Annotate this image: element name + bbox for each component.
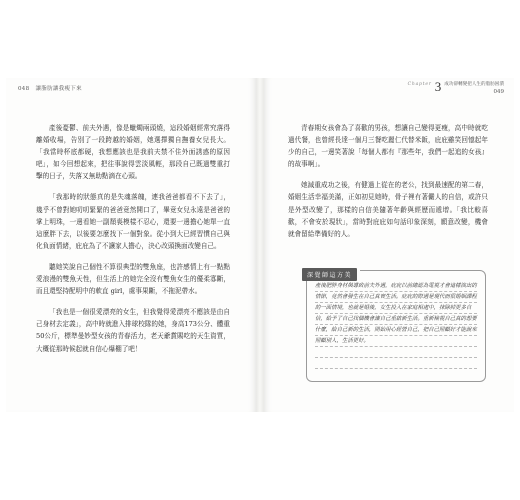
left-running-title: 讓脂肪讓我瘦下來 — [35, 86, 82, 92]
callout-rule — [315, 357, 477, 358]
chapter-label: Chapter — [407, 82, 432, 87]
left-page-header — [18, 84, 82, 92]
left-paragraph-2: 「我那時的狀態真的是失魂落魄，連我爸爸都看不下去了」，幾乎不曾對她叨叨緊緊的爸爸竟然開口了，畢竟女兒永遠是爸爸的掌上明珠，一邊看她一副頹喪模樣不忍心，還要一邊擔心她單一直這麼胖下去，以後要怎麼找下一個對象。從小到大已經習慣自己與化負面情緒，庇庇為了不讓家人擔心，決心改頭換面改變自己。 — [36, 193, 230, 250]
left-paragraph-1: 產後憂鬱、前夫外遇，像是蠟燭兩頭燒，這段婚姻經常究落得離婚收場，告別了一段跨越的婚姻，她選擇獨自撫養女兒長大。「我當時杯底都硬，我想應該也是我前夫禁不住外面誘惑的原因吧」，如今回想起來，把往事說得雲淡風輕，那段自己既過雙重打擊的日子，失落又無助點滴在心頭。 — [36, 124, 230, 181]
expert-callout-box — [306, 270, 486, 382]
right-page-header — [408, 80, 504, 95]
left-paragraph-3: 聽她笑說自己個性不算很典型的雙魚座，也許感情上有一點點愛浪漫的雙魚天性，但生活上的她完全沒有雙魚女生的優柔寡斷，而且還堅持配明中的軟直 girl，處事果斷，不拖泥帶水。 — [36, 262, 230, 296]
callout-title — [299, 262, 360, 281]
left-page-number: 048 — [18, 86, 30, 92]
callout-title-label: 深覺師這方美 — [302, 268, 357, 281]
book-gutter — [256, 78, 264, 412]
chapter-title: 成功卻轉變把人生的脂肪困潰 — [444, 82, 504, 87]
chapter-number: 3 — [434, 79, 442, 94]
left-paragraph-4: 「我也是一個很愛漂亮的女生，但我覺得愛漂亮不應該是由自己身材去定義」，高中時就進入排球校隊的她，身高173公分、體重50公斤，標準曼妙型女孩的青春活力，老天爺賞賜吃的天生資質，大概從那時候起就自信心爆棚了吧！ — [36, 308, 230, 353]
right-paragraph-2: 她減重成功之後，有健過上從在的老公，找到最速配的第二春，婚姻生活幸福美滿，正如初見她時，骨子裡有著儼人的自信，或許只是外型改變了，那樣的自信美隨著年齡與經歷而遞增。「我比較喜歡，不會安於現狀」，當時對庇庇如句話印象深刻，願意改變，機會就會留給準備好的人。 — [288, 181, 488, 238]
callout-body-text: 產後肥胖身材與導致前夫外遇，庇庇以前總認為電視才會這樣演出的情節，竟然會發生在自己真實生活。庇庇的際遇是現代而很婚姻課程的一面情境，也就是婚後，女生投入在家庭相處中，抹除掉更多自信，給予了自己找個機會讓自己重啟新生活。重新檢視自己真的想要什麼，給自己新的生活，開始用心經營自己，把自己照顧好才能說來照顧別人，生活更好。 — [315, 283, 477, 344]
callout-rule — [315, 368, 477, 369]
right-page-number: 049 — [493, 89, 504, 95]
right-paragraph-1: 青春期女孩會為了喜歡的男孩，想讓自己變得更瘦，高中時就吃過代餐，也曾經長達一個月三餐吃麗仁代替米飯，庇庇雖笑回憶起年少的自己，一邊笑著說「每個人都有『那些年，我們一起追的女孩』的故事啊」。 — [288, 124, 488, 169]
right-body-text — [288, 122, 488, 249]
right-page — [264, 78, 514, 412]
left-body-text — [36, 122, 230, 364]
left-page — [6, 78, 256, 412]
